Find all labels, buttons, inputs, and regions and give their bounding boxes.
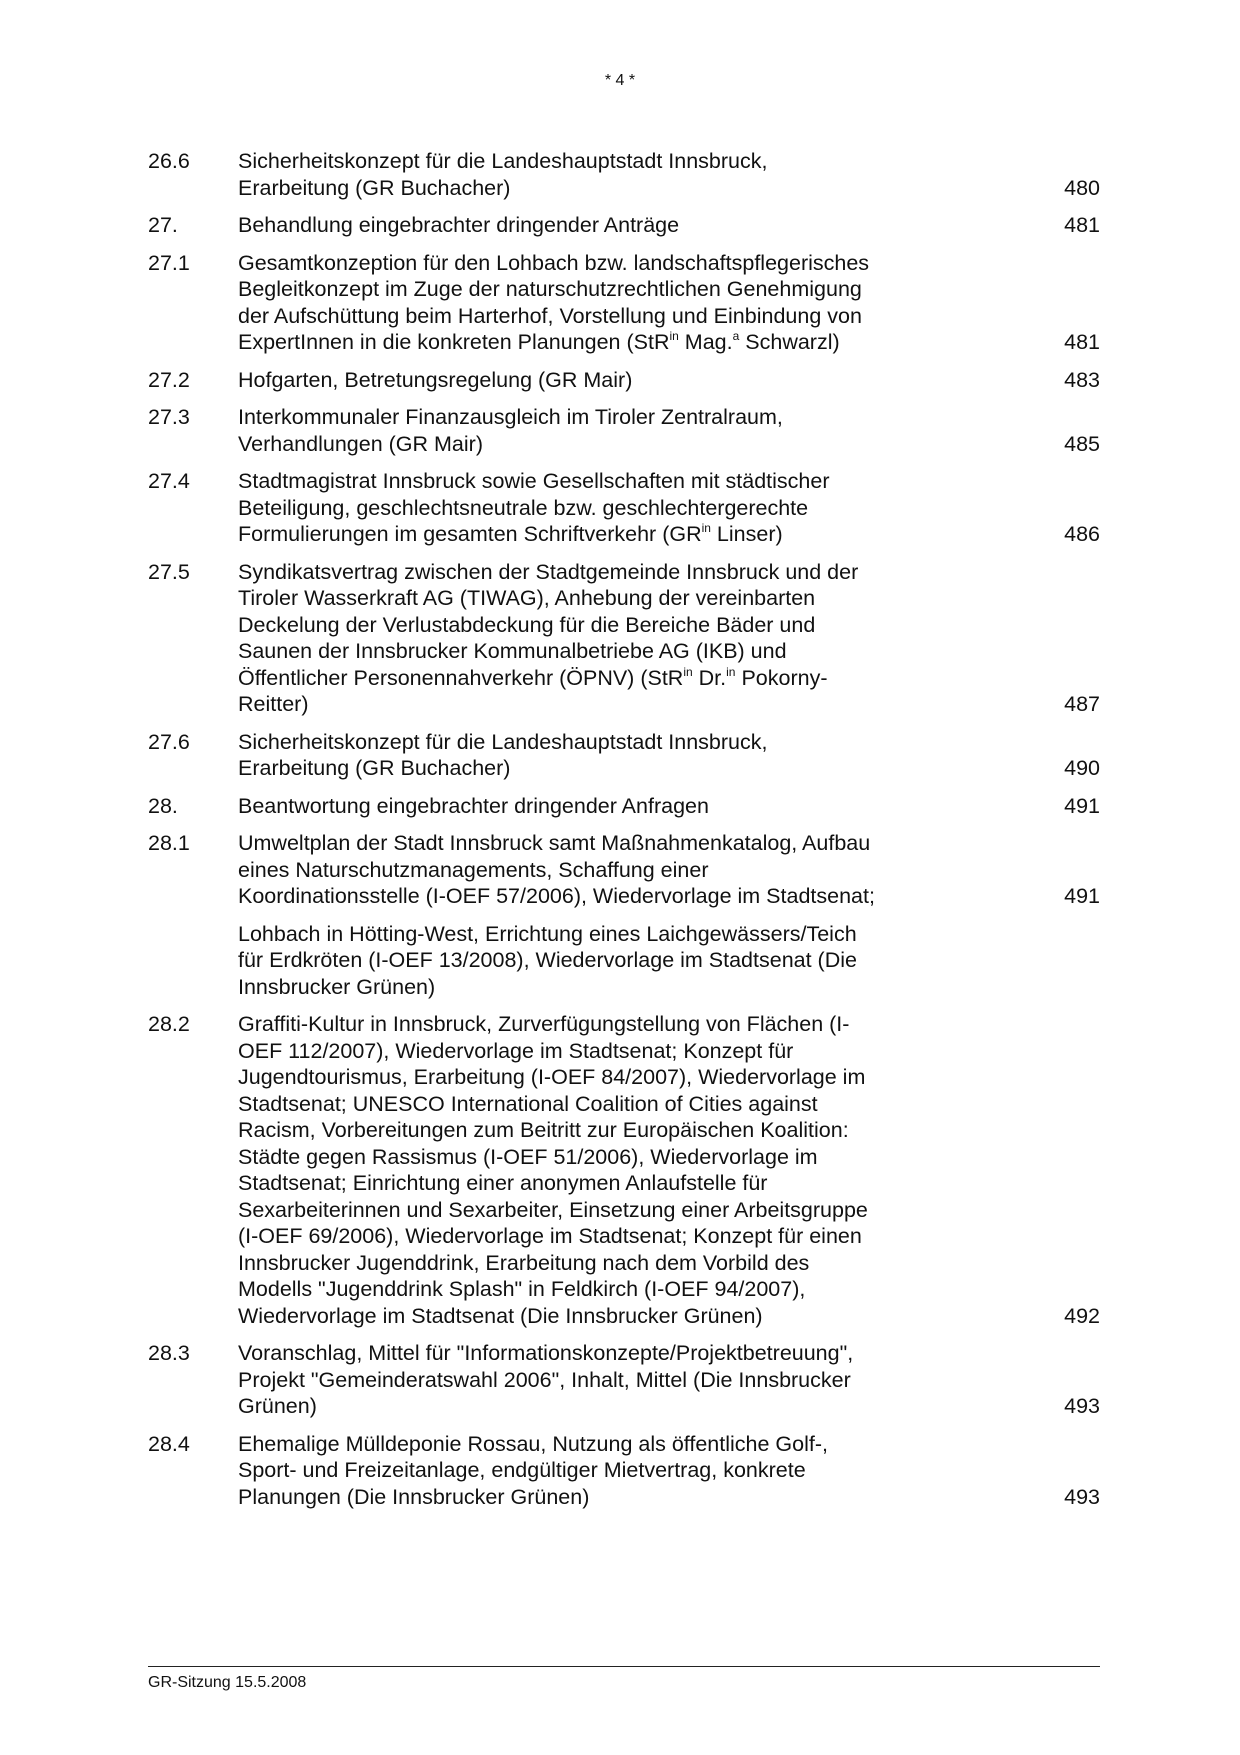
entry-title: Sicherheitskonzept für die Landeshauptstadt Innsbruck, Erarbeitung (GR Buchacher)	[238, 729, 768, 780]
entry-title: Voranschlag, Mittel für "Informationskonzepte/Projektbetreuung", Projekt "Gemeinderatswahl 2006", Inhalt, Mittel (Die Innsbrucker Grünen)	[238, 1341, 854, 1418]
entry-number: 28.4	[148, 1431, 190, 1456]
entry-title: Syndikatsvertrag zwischen der Stadtgemeinde Innsbruck und der Tiroler Wasserkraft AG (TIWAG), Anhebung der vereinbarten Deckelung der Verlustabdeckung für die Bereiche Bäder und Saunen der Innsbrucker Kommunalbetriebe AG (IKB) und Öffentlicher Personennahverkehr (ÖPNV) (StR$^{in}$ Dr.$^{in}$ Pokorny- Reitter)	[238, 559, 859, 716]
entry-number: 27.4	[148, 469, 190, 493]
toc-entry-continuation	[148, 921, 1100, 1001]
toc-entry	[148, 729, 1100, 782]
entry-number: 28.3	[148, 1341, 190, 1365]
entry-title: Hofgarten, Betretungsregelung (GR Mair)	[238, 367, 633, 392]
entry-title: Gesamtkonzeption für den Lohbach bzw. landschaftspflegerisches Begleitkonzept im Zuge der naturschutzrechtlichen Genehmigung der Aufschüttung beim Harterhof, Vorstellung und Einbindung von ExpertInnen in die konkreten Planungen (StR$^{in}$ Mag.$^a$ Schwarzl)	[238, 250, 870, 354]
entry-page: 493	[1064, 1394, 1100, 1418]
entry-number: 27.2	[148, 367, 190, 392]
toc-entry	[148, 793, 1100, 820]
entry-page: 485	[1064, 431, 1100, 456]
toc-entry	[148, 148, 1100, 201]
toc-entry	[148, 367, 1100, 394]
entry-page: 481	[1064, 213, 1100, 237]
footer-session-label: GR-Sitzung 15.5.2008	[148, 1674, 307, 1691]
entry-page: 493	[1064, 1484, 1100, 1509]
entry-number: 27.6	[148, 729, 190, 754]
toc-entry	[148, 468, 1100, 548]
entry-number: 26.6	[148, 149, 190, 173]
toc-entry	[148, 1431, 1100, 1511]
toc-entry	[148, 559, 1100, 718]
entry-number: 28.	[148, 793, 178, 818]
entry-number: 27.	[148, 213, 178, 237]
entry-title: Stadtmagistrat Innsbruck sowie Gesellschaften mit städtischer Beteiligung, geschlechtsneutrale bzw. geschlechtergerechte Formulierungen im gesamten Schriftverkehr ($GR^{in}$ Linser)	[238, 469, 830, 546]
entry-title: Umweltplan der Stadt Innsbruck samt Maßnahmenkatalog, Aufbau eines Naturschutzmanagements, Schaffung einer Koordinationsstelle (I-OEF 57/2006), Wiedervorlage im Stadtsenat;	[238, 831, 875, 908]
entry-number: 27.3	[148, 405, 190, 429]
entry-number: 28.1	[148, 831, 190, 855]
entry-page: 480	[1064, 175, 1100, 200]
entry-page: 486	[1064, 522, 1100, 546]
table-of-contents	[148, 148, 1100, 1521]
entry-page: 491	[1064, 884, 1100, 908]
entry-page: 491	[1064, 793, 1100, 818]
entry-page: 487	[1064, 692, 1100, 716]
entry-title: Beantwortung eingebrachter dringender Anfragen	[238, 793, 709, 818]
entry-page: 481	[1064, 330, 1100, 354]
entry-title: Behandlung eingebrachter dringender Anträge	[238, 213, 680, 237]
toc-entry	[148, 830, 1100, 910]
entry-title: Interkommunaler Finanzausgleich im Tiroler Zentralraum, Verhandlungen (GR Mair)	[238, 405, 783, 456]
footer-divider	[148, 1666, 1100, 1667]
toc-entry	[148, 1011, 1100, 1329]
entry-page: 492	[1064, 1303, 1100, 1328]
entry-page: 483	[1064, 367, 1100, 392]
entry-number: 28.2	[148, 1012, 190, 1036]
toc-entry	[148, 404, 1100, 457]
entry-page: 490	[1064, 756, 1100, 780]
entry-number: 27.1	[148, 250, 190, 275]
entry-title: Sicherheitskonzept für die Landeshauptstadt Innsbruck, Erarbeitung (GR Buchacher)	[238, 149, 768, 200]
entry-title: Ehemalige Mülldeponie Rossau, Nutzung als öffentliche Golf-, Sport- und Freizeitanlage, endgültiger Mietvertrag, konkrete Planungen (Die Innsbrucker Grünen)	[238, 1431, 828, 1509]
toc-entry	[148, 212, 1100, 239]
entry-title: Lohbach in Hötting-West, Errichtung eines Laichgewässers/Teich für Erdkröten (I-OEF 13/2008), Wiedervorlage im Stadtsenat (Die Innsbrucker Grünen)	[238, 921, 857, 999]
page-number: * 4 *	[604, 72, 636, 89]
toc-entry	[148, 1340, 1100, 1420]
entry-number: 27.5	[148, 559, 190, 584]
entry-title: Graffiti-Kultur in Innsbruck, Zurverfügungstellung von Flächen (I- OEF 112/2007), Wiedervorlage im Stadtsenat; Konzept für Jugendtourismus, Erarbeitung (I-OEF 84/2007), Wiedervorlage im Stadtsenat; UNESCO International Coalition of Cities against Racism, Vorbereitungen zum Beitritt zur Europäischen Koalition: Städte gegen Rassismus (I-OEF 51/2006), Wiedervorlage im Stadtsenat; Einrichtung einer anonymen Anlaufstelle für Sexarbeiterinnen und Sexarbeiter, Einsetzung einer Arbeitsgruppe (I-OEF 69/2006), Wiedervorlage im Stadtsenat; Konzept für einen Innsbrucker Jugenddrink, Erarbeitung nach dem Vorbild des Modells "Jugenddrink Splash" in Feldkirch (I-OEF 94/2007), Wiedervorlage im Stadtsenat (Die Innsbrucker Grünen)	[238, 1012, 868, 1328]
toc-entry	[148, 250, 1100, 356]
